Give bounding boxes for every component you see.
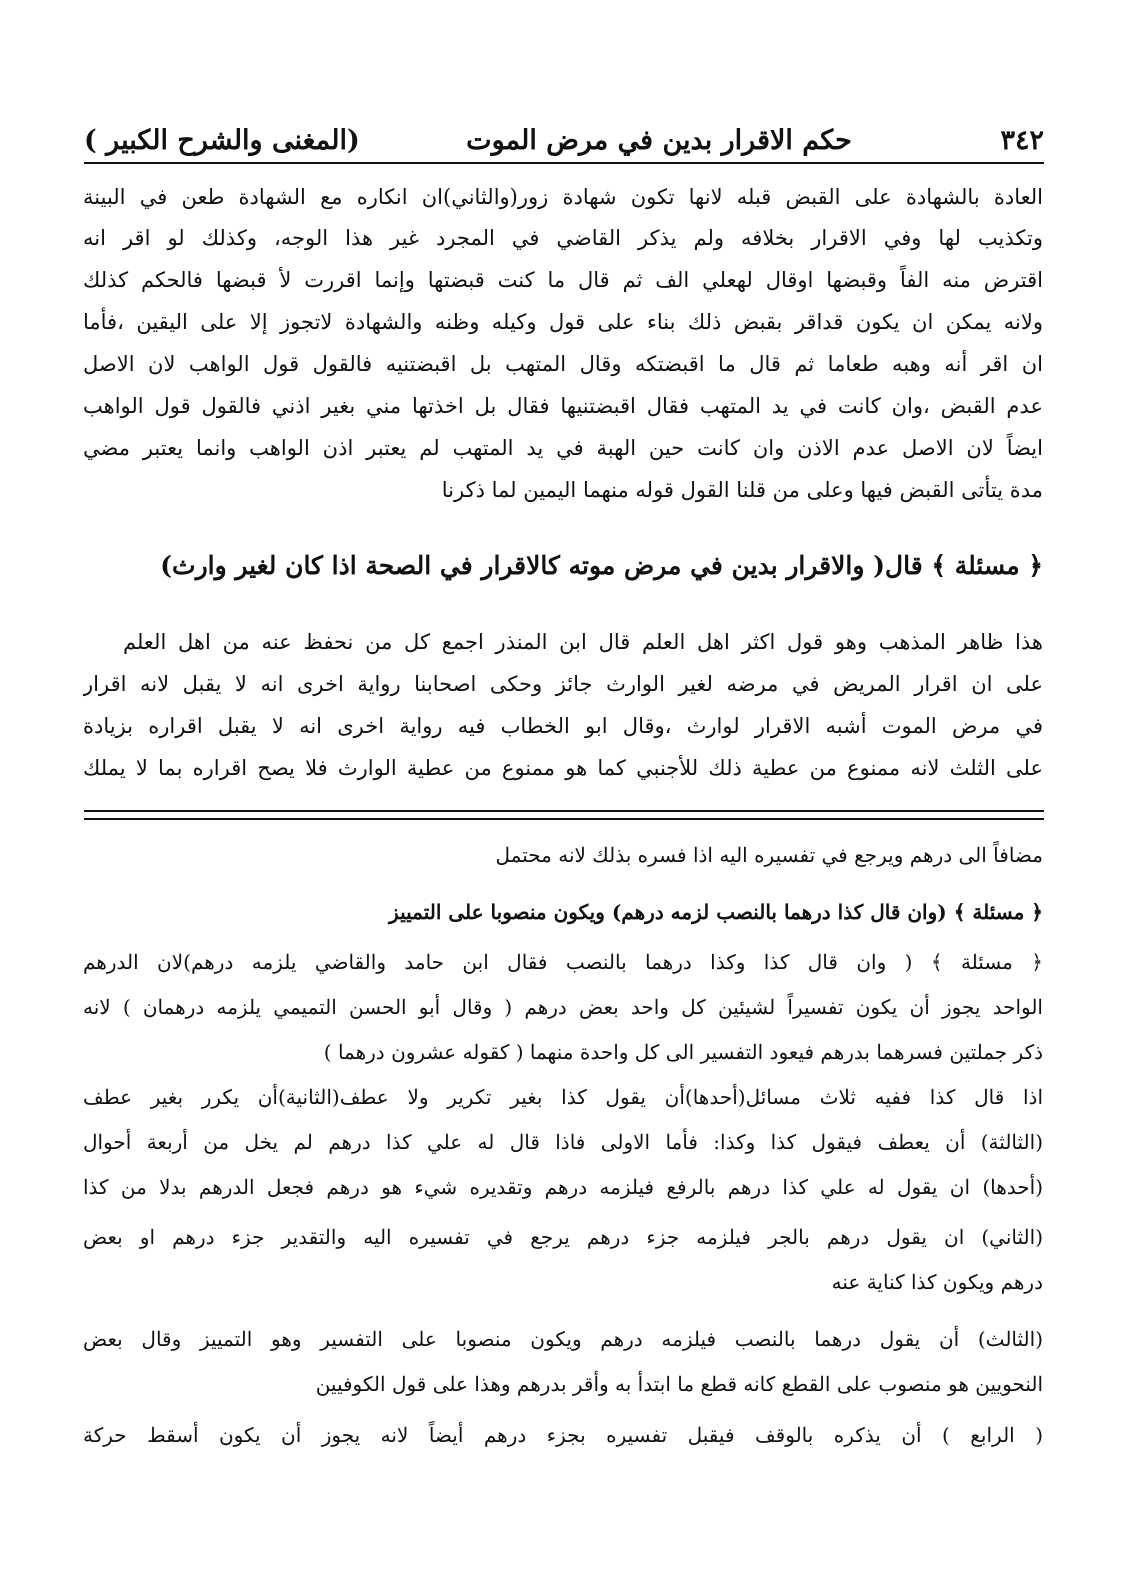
text-line: اقترض منه الفاً وقبضها اوقال لهعلي الف ثم قال ما كنت قبضتها وإنما اقررت لأ قبضها فالحكم كذلك xyxy=(83,268,1043,292)
page-header xyxy=(84,118,1044,162)
book-title: (المغنى والشرح الكبير ) xyxy=(84,124,360,156)
text-line: وتكذيب لها وفي الاقرار بخلافه ولم يذكر القاضي في المجرد غير هذا الوجه، وكذلك لو اقر انه xyxy=(83,226,1043,250)
text-line: مضافاً الى درهم ويرجع في تفسيره اليه اذا فسره بذلك لانه محتمل xyxy=(495,843,1043,867)
text-line: ذكر جملتين فسرهما بدرهم فيعود التفسير الى كل واحدة منهما ( كقوله عشرون درهما ) xyxy=(323,1040,1043,1064)
text-line: ان اقر أنه وهبه طعاما ثم قال ما اقبضتكه وقال المتهب بل اقبضتنيه فالقول قول الواهب لان الاصل xyxy=(83,352,1043,376)
masala-heading: ﴿ مسئلة ﴾ قال( والاقرار بدين في مرض موته كالاقرار في الصحة اذا كان لغير وارث) xyxy=(160,551,1043,580)
text-line: النحويين هو منصوب على القطع كانه قطع ما ابتدأ به وأقر بدرهم وهذا على قول الكوفيين xyxy=(315,1372,1043,1396)
section-divider xyxy=(84,818,1044,820)
page-title: حكم الاقرار بدين في مرض الموت xyxy=(466,124,852,156)
text-line: عدم القبض ،وان كانت في يد المتهب فقال اقبضتنيها فقال بل اخذتها مني بغير اذني فالقول قول الواهب xyxy=(83,394,1043,418)
text-line: على ان اقرار المريض في مرضه لغير الوارث جائز وحكى اصحابنا رواية اخرى انه لا يقبل لانه اقرار xyxy=(83,672,1043,696)
masala-line: ﴿ مسئلة ﴾ (وان قال كذا درهما بالنصب لزمه درهم) ويكون منصوبا على التمييز xyxy=(389,900,1043,924)
text-line: ايضاً لان الاصل عدم الاذن وان كانت حين الهبة في يد المتهب لم يعتبر اذن الواهب وانما يعتبر مضي xyxy=(83,436,1043,460)
text-line: في مرض الموت أشبه الاقرار لوارث ،وقال ابو الخطاب فيه رواية اخرى انه لا يقبل اقراره بزيادة xyxy=(83,714,1043,738)
text-line: العادة بالشهادة على القبض قبله لانها تكون شهادة زور(والثاني)ان انكاره مع الشهادة طعن في البينة xyxy=(83,185,1043,209)
header-divider xyxy=(84,162,1044,164)
text-line: اذا قال كذا ففيه ثلاث مسائل(أحدها)أن يقول كذا بغير تكرير ولا عطف(الثانية)أن يكرر بغير عطف xyxy=(83,1085,1043,1109)
masala-line: ﴿ مسئلة ﴾ ( وان قال كذا وكذا درهما بالنصب فقال ابن حامد والقاضي يلزمه درهم)لان الدرهم xyxy=(83,950,1043,974)
text-line: ولانه يمكن ان يكون قداقر بقبض ذلك بناء على قول وكيله وظنه والشهادة لاتجوز إلا على اليقين ،فأما xyxy=(83,310,1043,334)
text-line: على الثلث لانه ممنوع من عطية ذلك للأجنبي كما هو ممنوع من عطية الوارث فلا يصح اقراره بما لا يملك xyxy=(83,756,1043,780)
page-number: ٣٤٢ xyxy=(1000,124,1044,156)
text-line: ( الرابع ) أن يذكره بالوقف فيقبل تفسيره بجزء درهم أيضاً لانه يجوز أن يكون أسقط حركة xyxy=(83,1423,1043,1447)
text-line: (الثالث) أن يقول درهما بالنصب فيلزمه درهم ويكون منصوبا على التفسير وهو التمييز وقال بعض xyxy=(83,1327,1043,1351)
text-line: (الثالثة) أن يعطف فيقول كذا وكذا: فأما الاولى فاذا قال له علي كذا درهم لم يخل من أربعة أحوال xyxy=(83,1130,1043,1154)
section-divider xyxy=(84,810,1044,812)
text-line: (أحدها) ان يقول له علي كذا درهم بالرفع فيلزمه درهم وتقديره شيء هو درهم فجعل الدرهم بدلا من كذا xyxy=(83,1175,1043,1199)
text-line: مدة يتأتى القبض فيها وعلى من قلنا القول قوله منهما اليمين لما ذكرنا xyxy=(441,478,1043,502)
text-line: درهم ويكون كذا كناية عنه xyxy=(831,1270,1043,1294)
text-line: الواحد يجوز أن يكون تفسيراً لشيئين كل واحد بعض درهم ( وقال أبو الحسن التميمي يلزمه درهمان ) لانه xyxy=(83,995,1043,1019)
text-line: (الثاني) ان يقول درهم بالجر فيلزمه جزء درهم يرجع في تفسيره اليه والتقدير جزء درهم او بعض xyxy=(83,1225,1043,1249)
text-line: هذا ظاهر المذهب وهو قول اكثر اهل العلم قال ابن المنذر اجمع كل من نحفظ عنه من اهل العلم xyxy=(123,630,1043,654)
